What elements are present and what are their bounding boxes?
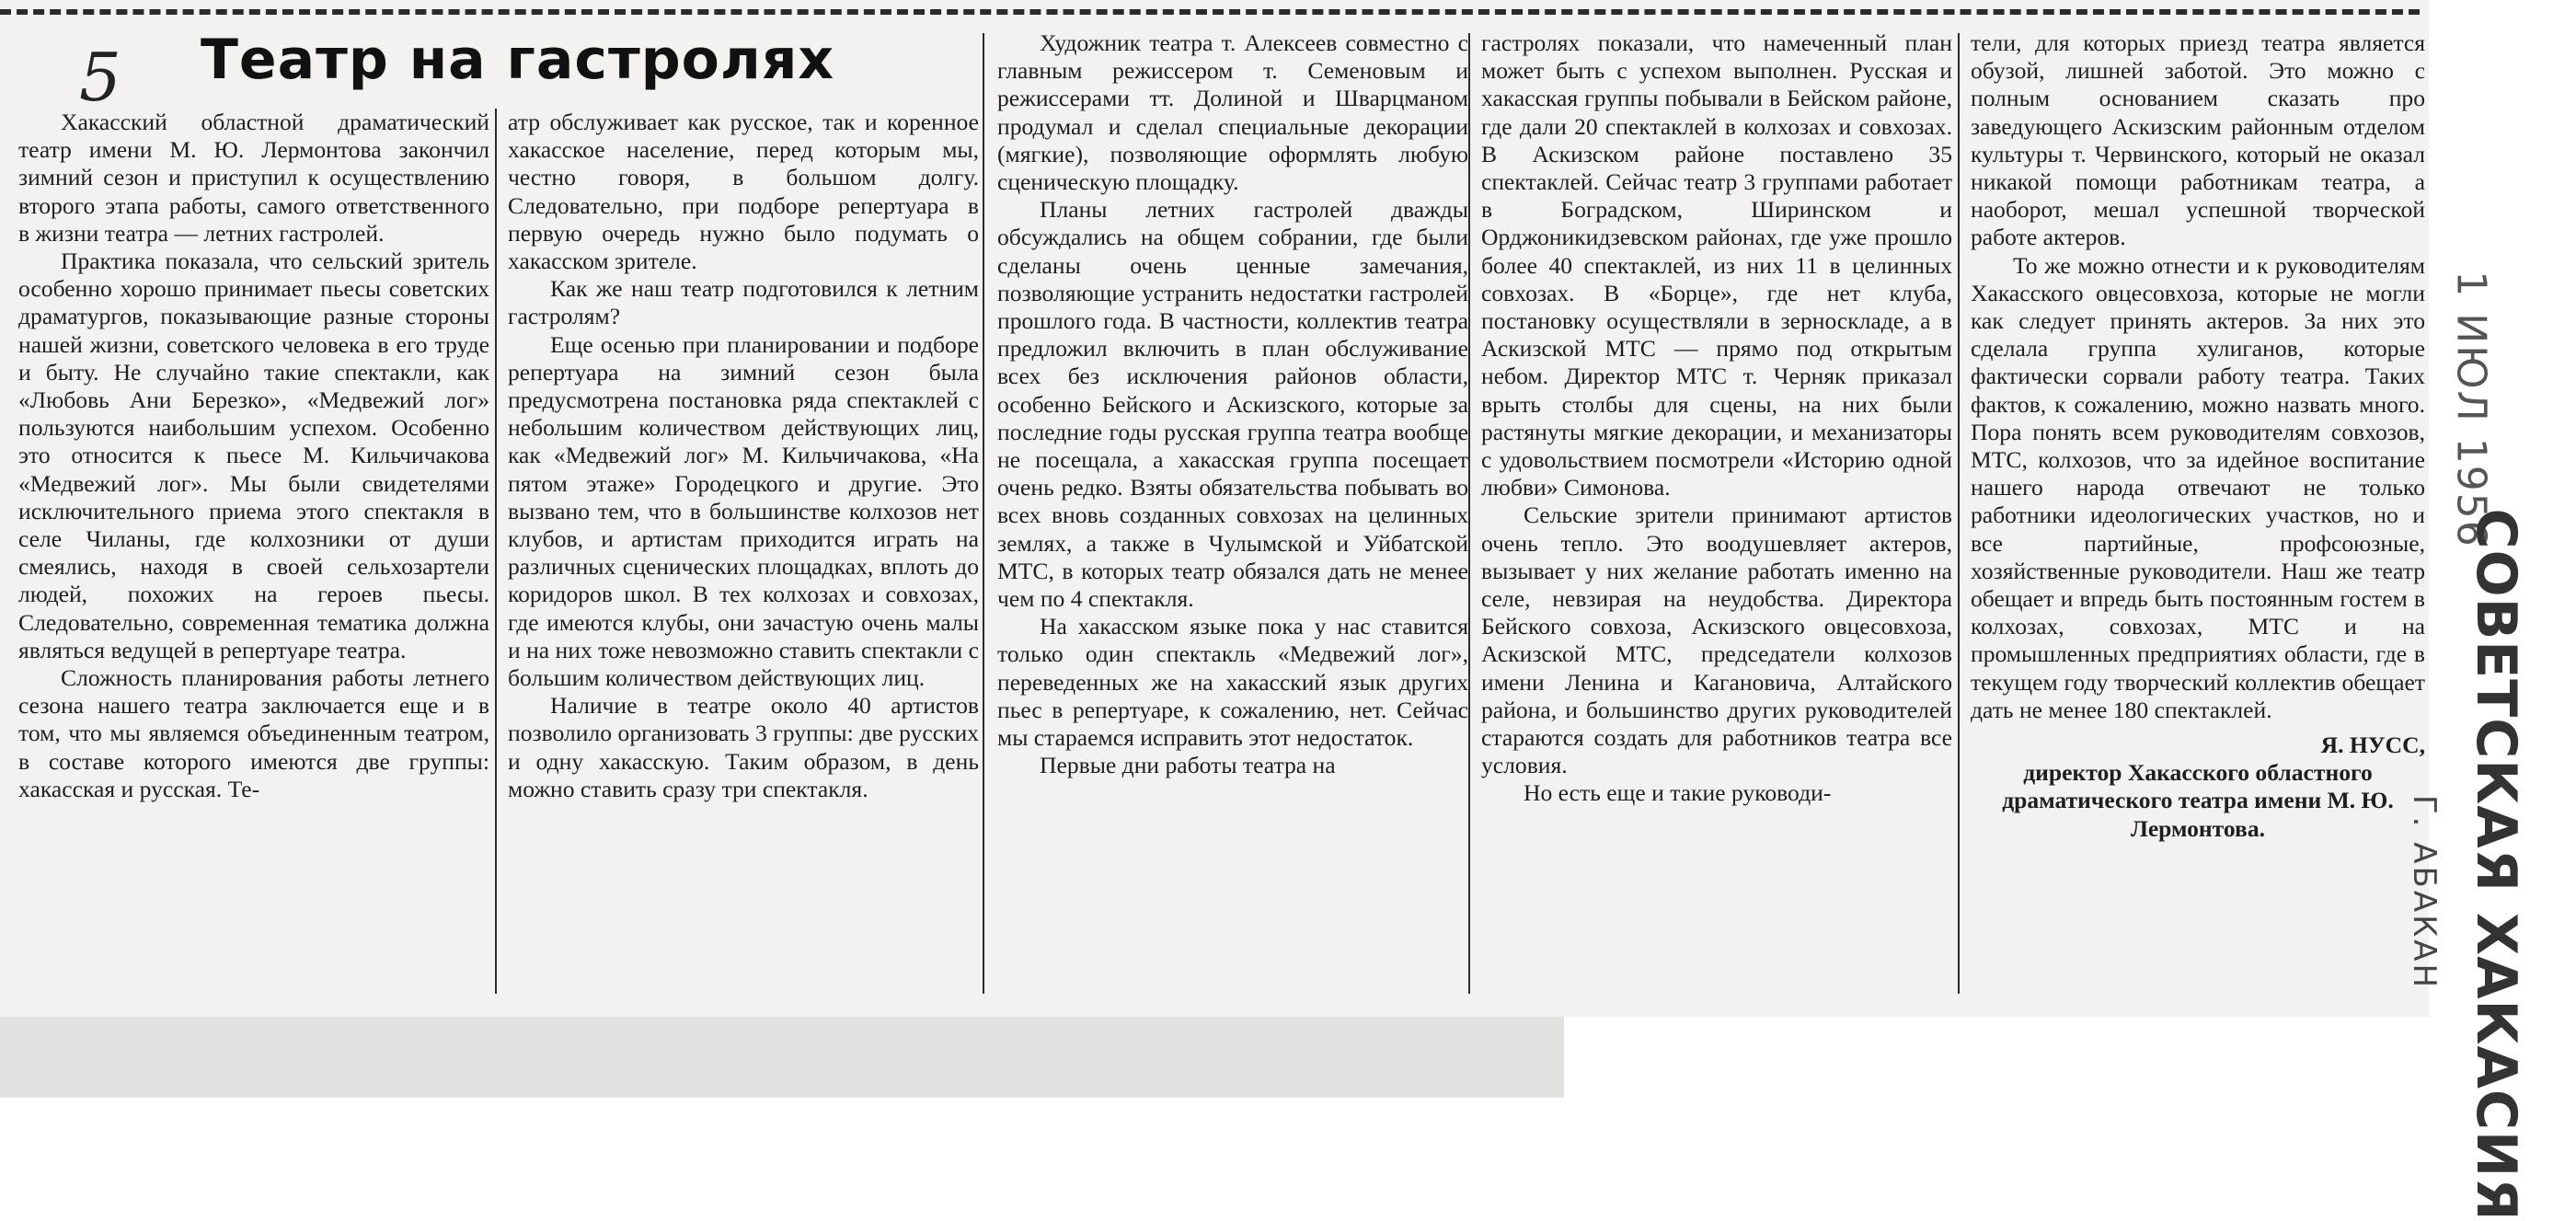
article-paragraph: Но есть еще и такие руководи-	[1524, 779, 1832, 807]
column-rule	[1958, 33, 1960, 994]
margin-date-stamp: 1 ИЮЛ 1956	[2447, 271, 2495, 548]
article-column-2	[508, 109, 979, 803]
margin-city: Г. АБАКАН	[2406, 794, 2443, 991]
margin-newspaper-name: СОВЕТСКАЯ ХАКАСИЯ	[2464, 508, 2528, 1221]
article-paragraph: Еще осенью при планировании и подборе репертуара на зимний сезон была предусмотрена постановка ряда спектаклей с небольшим количеством действующих лиц, как «Медвежий лог» М. Кильчичакова, «На пятом этаже» Городецкого и другие. Это вызвано тем, что в большинстве колхозов нет клубов, и артистам приходится играть на различных сценических площадках, вплоть до коридоров школ. В тех колхозах и совхозах, где имеются клубы, они зачастую очень малы и на них тоже невозможно ставить спектакли с большим количеством действующих лиц.	[508, 330, 979, 692]
article-paragraph: Планы летних гастролей дважды обсуждались на общем собрании, где были сделаны очень ценные замечания, позволяющие устранить недостатки гастролей прошлого года. В частности, коллектив театра предложил включить в план обслуживание всех без исключения районов области, особенно Бейского и Аскизского, которые за последние годы русская группа театра вообще не посещала, а хакасская группа посещает очень редко. Взяты обязательства побывать во всех вновь созданных совхозах на целинных землях, а также в Чулымской и Уйбатской МТС, в которых театр обязался дать не менее чем по 4 спектакля.	[997, 196, 1468, 613]
author-signature: Я. НУСС,	[2320, 731, 2425, 759]
torn-top-edge	[0, 9, 2420, 17]
article-paragraph: Первые дни работы театра на	[1040, 752, 1336, 779]
author-title: директор Хакасского областного драматического театра имени М. Ю. Лермонтова.	[2002, 759, 2394, 842]
article-paragraph: То же можно отнести и к руководителям Хакасского овцесовхоза, которые не могли как следует принять актеров. За них это сделала группа хулиганов, которые фактически сорвали работу театра. Таких фактов, к сожалению, можно назвать много. Пора понять всем руководителям совхозов, МТС, колхозов, что за идейное воспитание нашего народа отвечают не только работники идеологических участков, но и все партийные, профсоюзные, хозяйственные руководители. Наш же театр обещает и впредь быть постоянным гостем в колхозах, совхозах, МТС и на промышленных предприятиях области, где в текущем году творческий коллектив обещает дать не менее 180 спектаклей.	[1971, 251, 2425, 723]
article-column-3	[997, 29, 1468, 779]
article-paragraph: Сложность планирования работы летнего сезона нашего театра заключается еще и в том, что мы являемся объединенным театром, в составе которого имеются две группы: хакасская и русская. Те-	[18, 664, 489, 802]
article-column-4	[1481, 29, 1952, 808]
article-column-5	[1971, 29, 2425, 843]
article-paragraph: Наличие в театре около 40 артистов позволило организовать 3 группы: две русских и одну хакасскую. Таким образом, в день можно ставить сразу три спектакля.	[508, 692, 979, 802]
column-rule	[983, 33, 984, 994]
article-paragraph: На хакасском языке пока у нас ставится только один спектакль «Медвежий лог», переведенных же на хакасский язык других пьес в репертуаре, к сожалению, нет. Сейчас мы стараемся исправить этот недостаток.	[997, 613, 1468, 752]
article-paragraph: Художник театра т. Алексеев совместно с главным режиссером т. Семеновым и режиссерами тт. Долиной и Шварцманом продумал и сделал специальные декорации (мягкие), позволяющие оформлять любую сценическую площадку.	[997, 29, 1468, 196]
article-paragraph: тели, для которых приезд театра является обузой, лишней заботой. Это можно с полным основанием сказать про заведующего Аскизским районным отделом культуры т. Червинского, который не оказал никакой помощи работникам театра, а наоборот, мешал успешной творческой работе актеров.	[1971, 29, 2425, 251]
article-paragraph: Как же наш театр подготовился к летним гастролям?	[508, 275, 979, 330]
handwritten-number: 5	[79, 39, 121, 116]
article-paragraph: атр обслуживает как русское, так и коренное хакасское население, перед которым мы, честно говоря, в большом долгу. Следовательно, при подборе репертуара в первую очередь нужно было подумать о хакасском зрителе.	[508, 109, 979, 275]
column-rule	[1468, 33, 1470, 994]
article-paragraph: Практика показала, что сельский зритель особенно хорошо принимает пьесы советских драматургов, показывающие разные стороны нашей жизни, советского человека в его труде и быту. Не случайно такие спектакли, как «Любовь Ани Березко», «Медвежий лог» пользуются наибольшим успехом. Особенно это относится к пьесе М. Кильчичакова «Медвежий лог». Мы были свидетелями исключительного приема этого спектакля в селе Чиланы, где колхозники от души смеялись, находя в своей сельхозартели людей, похожих на героев пьесы. Следовательно, современная тематика должна являться ведущей в репертуаре театра.	[18, 248, 489, 663]
article-paragraph: гастролях показали, что намеченный план может быть с успехом выполнен. Русская и хакасская группы побывали в Бейском районе, где дали 20 спектаклей в колхозах и совхозах. В Аскизском районе поставлено 35 спектаклей. Сейчас театр 3 группами работает в Боградском, Ширинском и Орджоникидзевском районах, где уже прошло более 40 спектаклей, из них 11 в целинных совхозах. В «Борце», где нет клуба, постановку осуществляли в зерноскладе, а в Аскизской МТС — прямо под открытым небом. Директор МТС т. Черняк приказал врыть столбы для сцены, на них были растянуты мягкие декорации, и механизаторы с удовольствием посмотрели «Историю одной любви» Симонова.	[1481, 29, 1952, 501]
article-column-1	[18, 109, 489, 803]
article-paragraph: Сельские зрители принимают артистов очень тепло. Это воодушевляет актеров, вызывает у них желание работать именно на селе, невзирая на неудобства. Директора Бейского совхоза, Аскизского овцесовхоза, Аскизской МТС, председатели колхозов имени Ленина и Кагановича, Алтайского района, и большинство других руководителей стараются создать для работников театра все условия.	[1481, 501, 1952, 779]
article-headline: Театр на гастролях	[201, 28, 835, 92]
article-paragraph: Хакасский областной драматический театр имени М. Ю. Лермонтова закончил зимний сезон и приступил к осуществлению второго этапа работы, самого ответственного в жизни театра — летних гастролей.	[18, 109, 489, 247]
column-rule	[495, 109, 497, 994]
scan-background	[0, 1017, 1564, 1098]
